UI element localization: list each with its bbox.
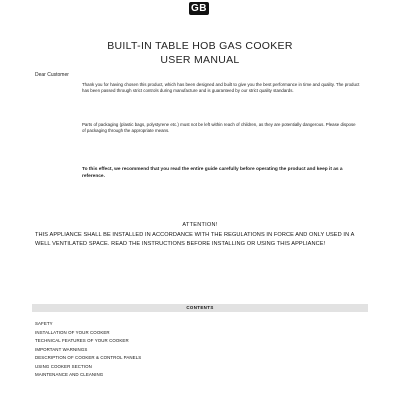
contents-item[interactable]: INSTALLATION OF YOUR COOKER	[35, 329, 110, 335]
contents-item[interactable]: DESCRIPTION OF COOKER & CONTROL PANELS	[35, 355, 142, 360]
attention-warning-text: THIS APPLIANCE SHALL BE INSTALLED IN ACCORDANCE WITH THE REGULATIONS IN FORCE AND ONLY USED IN A WELL VENTILATED SPACE. READ THE INSTRUCTIONS BEFORE INSTALLING OR USING THIS APPLIANCE!	[35, 232, 355, 247]
contents-item[interactable]: USING COOKER SECTION	[35, 363, 92, 369]
document-title: BUILT-IN TABLE HOB GAS COOKER	[107, 40, 293, 52]
packaging-paragraph: Parts of packaging (plastic bags, polystyrene etc.) must not be left within reach of children, as they are potentially dangerous. Please dispose of packaging through the appropriate means.	[82, 122, 356, 133]
contents-item[interactable]: TECHNICAL FEATURES OF YOUR COOKER	[35, 338, 129, 343]
contents-item[interactable]: MAINTENANCE AND CLEANING	[35, 372, 104, 377]
salutation: Dear Customer	[35, 72, 69, 78]
contents-header-bar	[32, 304, 368, 312]
recommendation-paragraph: To this effect, we recommend that you read the entire guide carefully before operating the product and keep it as a reference.	[82, 167, 343, 179]
language-badge: GB	[191, 3, 207, 14]
attention-heading: ATTENTION!	[182, 222, 218, 228]
intro-paragraph: Thank you for having chosen this product, which has been designed and built to give you the best performance in time and quality. The product has been passed through strict controls during manufacture and is guaranteed by our strict quality standards.	[82, 82, 360, 93]
contents-item[interactable]: IMPORTANT WARNINGS	[35, 346, 88, 352]
contents-heading: CONTENTS	[186, 305, 214, 310]
contents-list	[35, 320, 335, 380]
contents-item[interactable]: SAFETY	[35, 321, 53, 326]
document-subtitle: USER MANUAL	[160, 54, 240, 66]
